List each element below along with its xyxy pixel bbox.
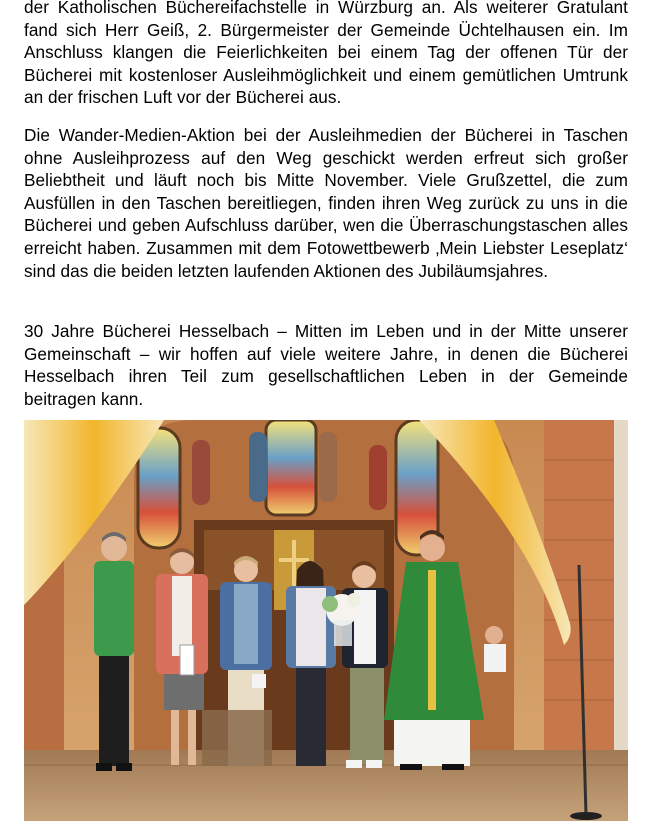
paragraph-2: Die Wander-Medien-Aktion bei der Ausleihmedien der Bücherei in Taschen ohne Ausleihprozess auf den Weg geschickt werden erfreut sich großer Beliebtheit und läuft noch bis Mitte November. Viele Grußzettel, die zum Ausfüllen in den Taschen bereitliegen, finden ihren Weg zurück zu uns in die Bücherei und geben Aufschluss darüber, wen die Überraschungstaschen alles erreicht haben. Zusammen mit dem Fotowettbewerb ‚Mein Liebster Leseplatz‘ sind das die beiden letzten laufenden Aktionen des Jubiläumsjahres. bbox=[24, 125, 628, 281]
paragraph-1: der Katholischen Büchereifachstelle in Würzburg an. Als weiterer Gratulant fand sich Herr Geiß, 2. Bürgermeister der Gemeinde Üchtelhausen ein. Im Anschluss klangen die Feierlichkeiten bei einem Tag der offenen Tür der Bücherei mit kostenloser Ausleihmöglichkeit und einem gemütlichen Umtrunk an der frischen Luft vor der Bücherei aus. bbox=[24, 0, 628, 108]
photo-illustration bbox=[24, 420, 628, 821]
paragraph-3: 30 Jahre Bücherei Hesselbach – Mitten im Leben und in der Mitte unserer Gemeinschaft – wir hoffen auf viele weitere Jahre, in denen die Bücherei Hesselbach ihren Teil zum gesellschaftlichen Leben in der Gemeinde beitragen kann. bbox=[24, 321, 628, 409]
church-group-photo bbox=[24, 420, 628, 821]
